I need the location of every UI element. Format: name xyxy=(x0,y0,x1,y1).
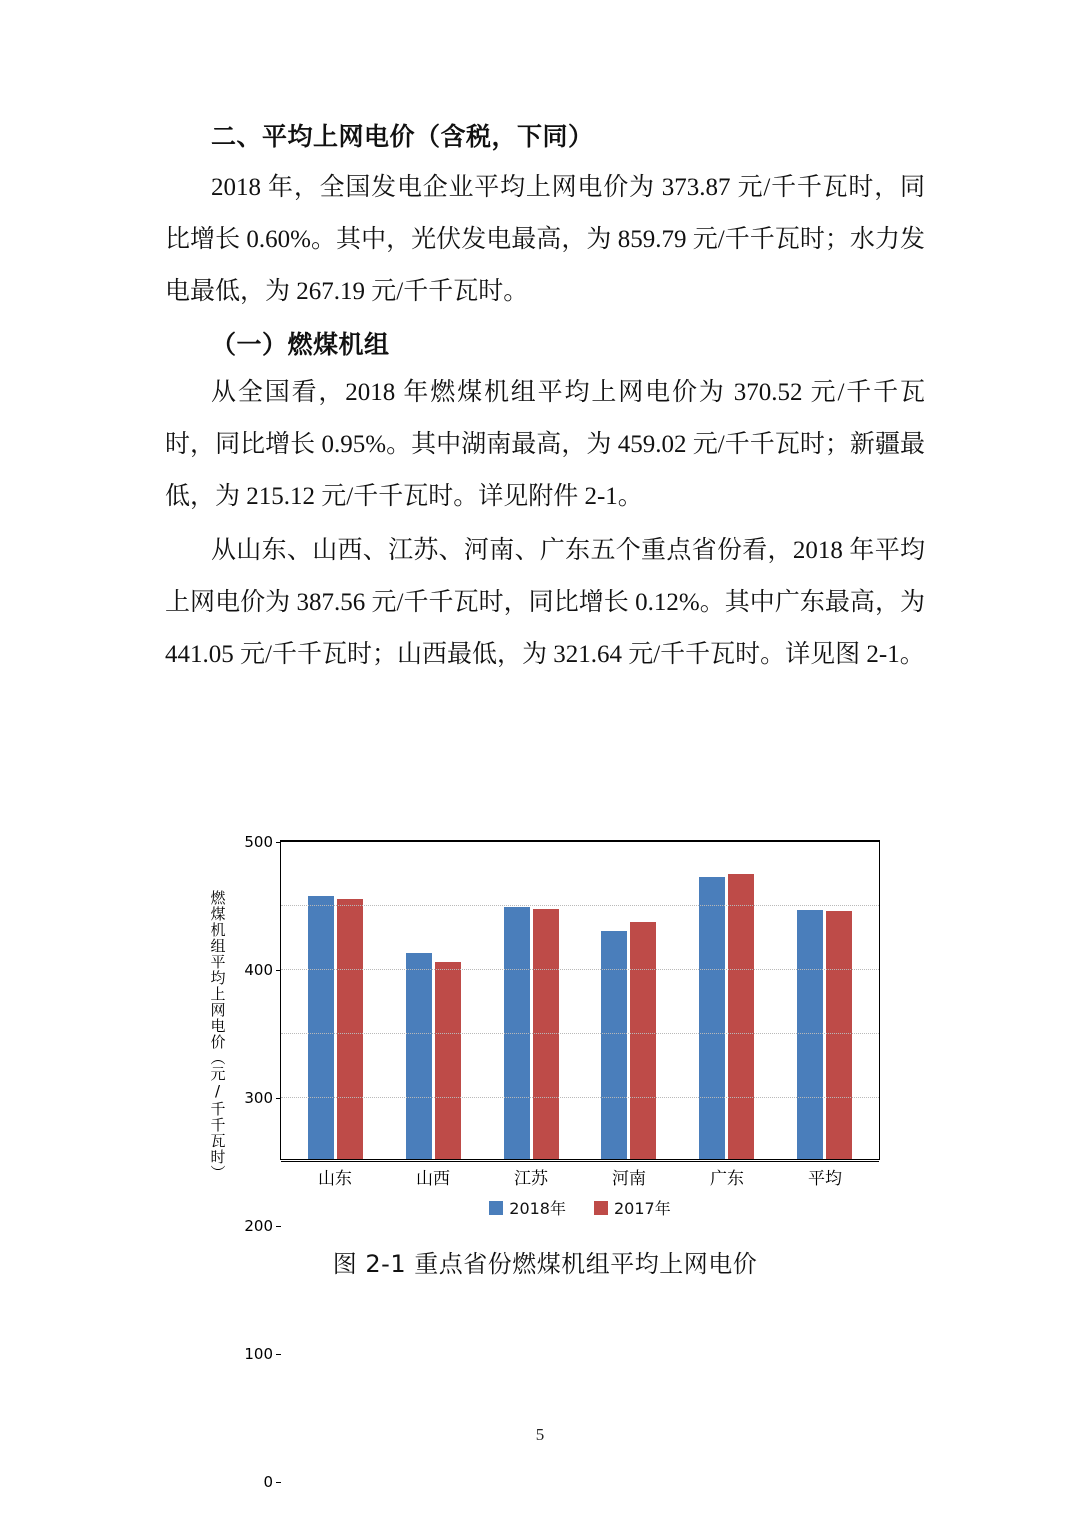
chart-x-tick: 平均 xyxy=(808,1169,842,1189)
chart-y-tickmark xyxy=(276,842,281,843)
chart-y-axis-label: 燃煤机组平均上网电价（元/千千瓦时） xyxy=(208,889,227,1181)
chart-x-tick-labels xyxy=(280,1164,880,1189)
chart-bar xyxy=(797,910,823,1159)
chart-bar-group xyxy=(398,841,468,1159)
chart-y-tickmark xyxy=(276,1098,281,1099)
chart-x-tick: 河南 xyxy=(612,1169,646,1189)
paragraph-3: 从山东、山西、江苏、河南、广东五个重点省份看，2018 年平均上网电价为 387.56 元/千千瓦时，同比增长 0.12%。其中广东最高，为 441.05 元/千千瓦时；山西最低，为 321.64 元/千千瓦时。详见图 2-1。 xyxy=(165,537,925,668)
chart-bar xyxy=(533,909,559,1159)
chart-bar-group xyxy=(789,841,859,1159)
chart-legend-label: 2018年 xyxy=(509,1199,566,1218)
chart-bar xyxy=(435,962,461,1159)
chart-y-tick: 0 xyxy=(263,1473,273,1491)
chart-x-tick: 山西 xyxy=(416,1169,450,1189)
section-heading: 二、平均上网电价（含税，下同） xyxy=(211,122,594,151)
chart-bar xyxy=(699,877,725,1159)
chart-x-tick: 山东 xyxy=(318,1169,352,1189)
chart-y-tick: 200 xyxy=(244,1217,273,1235)
chart-gridline xyxy=(244,905,879,979)
chart-y-tickmark xyxy=(276,1354,281,1355)
chart-bar xyxy=(601,931,627,1159)
chart-legend-swatch xyxy=(594,1201,608,1215)
chart-legend xyxy=(280,1196,880,1219)
chart-y-tickmark xyxy=(276,1226,281,1227)
chart-y-tick: 400 xyxy=(244,961,273,979)
chart-bar-group xyxy=(691,841,761,1159)
chart-bar xyxy=(337,899,363,1159)
chart-y-tick: 500 xyxy=(244,833,273,851)
document-body xyxy=(165,118,925,683)
chart-legend-swatch xyxy=(489,1201,503,1215)
chart-legend-item xyxy=(489,1196,566,1219)
subsection-heading: （一）燃煤机组 xyxy=(211,329,390,359)
chart-legend-item xyxy=(594,1196,671,1219)
chart-bar-group xyxy=(301,841,371,1159)
chart-legend-label: 2017年 xyxy=(614,1199,671,1218)
figure-caption: 图 2-1 重点省份燃煤机组平均上网电价 xyxy=(332,1250,758,1278)
chart-gridline xyxy=(244,833,879,851)
page-number: 5 xyxy=(535,1425,545,1444)
chart-x-tick: 广东 xyxy=(710,1169,744,1189)
chart-y-tickmark xyxy=(276,970,281,971)
chart-bar xyxy=(826,911,852,1159)
paragraph-2: 从全国看，2018 年燃煤机组平均上网电价为 370.52 元/千千瓦时，同比增长 0.95%。其中湖南最高，为 459.02 元/千千瓦时；新疆最低，为 215.12 元/千千瓦时。详见附件 2-1。 xyxy=(165,379,925,510)
chart-bar xyxy=(308,896,334,1159)
chart-y-tick: 300 xyxy=(244,1089,273,1107)
chart-bars xyxy=(281,841,879,1159)
chart-bar-group xyxy=(594,841,664,1159)
chart-x-tick: 江苏 xyxy=(514,1169,548,1189)
chart-bar-group xyxy=(496,841,566,1159)
chart-bar xyxy=(406,953,432,1159)
chart-y-tick: 100 xyxy=(244,1345,273,1363)
chart-bar xyxy=(630,922,656,1159)
chart-y-tickmark xyxy=(276,1482,281,1483)
chart-bar xyxy=(728,874,754,1159)
paragraph-1: 2018 年，全国发电企业平均上网电价为 373.87 元/千千瓦时，同比增长 0.60%。其中，光伏发电最高，为 859.79 元/千千瓦时；水力发电最低，为 267.19 元/千千瓦时。 xyxy=(165,173,925,305)
figure-2-1 xyxy=(165,830,925,1491)
